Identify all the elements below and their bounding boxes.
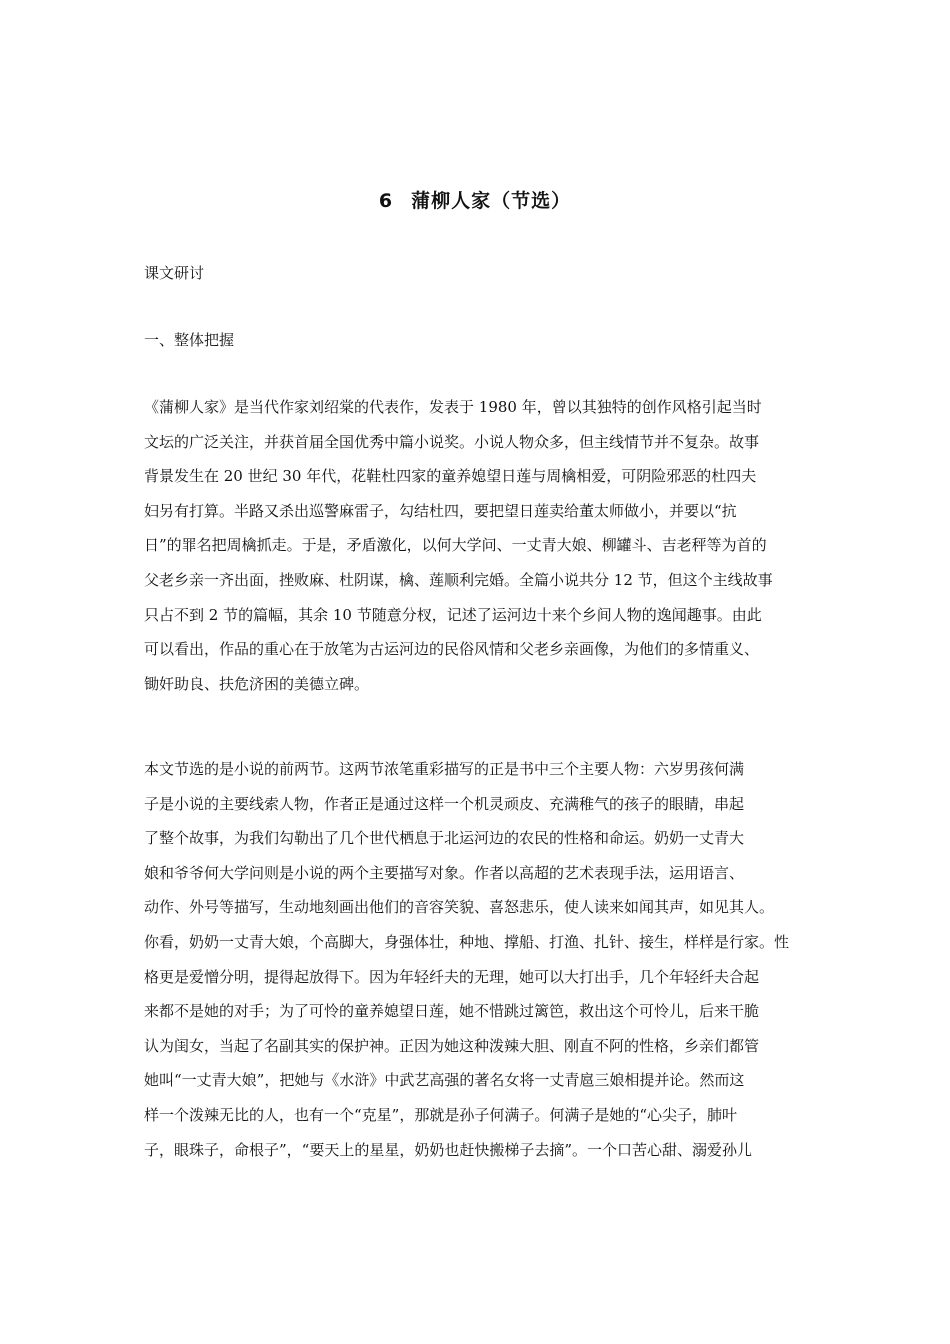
text-line: 背景发生在 20 世纪 30 年代，花鞋杜四家的童养媳望日莲与周檎相爱，可阴险邪恶的杜四夫	[144, 467, 757, 486]
text-line: 只占不到 2 节的篇幅，其余 10 节随意分杈，记述了运河边十来个乡间人物的逸闻趣事。由此	[144, 605, 762, 624]
text-line: 你看，奶奶一丈青大娘，个高脚大，身强体壮，种地、撑船、打渔、扎针、接生，样样是行家。性	[144, 932, 790, 951]
paragraph-overview	[144, 390, 820, 701]
text-line: 锄奸助良、扶危济困的美德立碑。	[144, 674, 370, 693]
text-line: 可以看出，作品的重心在于放笔为古运河边的民俗风情和父老乡亲画像，为他们的多情重义、	[144, 640, 760, 659]
text-line: 日”的罪名把周檎抓走。于是，矛盾激化，以何大学问、一丈青大娘、柳罐斗、吉老秤等为首的	[144, 536, 767, 555]
text-line: 《蒲柳人家》是当代作家刘绍棠的代表作，发表于 1980 年，曾以其独特的创作风格引起当时	[144, 398, 762, 416]
text-line: 娘和爷爷何大学问则是小说的两个主要描写对象。作者以高超的艺术表现手法，运用语言、	[144, 863, 745, 882]
lesson-title: 蒲柳人家（节选）	[411, 190, 572, 212]
text-line: 妇另有打算。半路又杀出巡警麻雷子，勾结杜四，要把望日莲卖给董太师做小，并要以“抗	[144, 501, 737, 520]
text-line: 格更是爱憎分明，提得起放得下。因为年轻纤夫的无理，她可以大打出手，几个年轻纤夫合起	[144, 967, 760, 986]
text-line: 文坛的广泛关注，并获首届全国优秀中篇小说奖。小说人物众多，但主线情节并不复杂。故事	[144, 432, 760, 451]
section-heading: 课文研讨	[144, 264, 205, 282]
text-line: 认为闺女，当起了名副其实的保护神。正因为她这种泼辣大胆、刚直不阿的性格，乡亲们都管	[144, 1036, 760, 1055]
text-line: 她叫“一丈青大娘”，把她与《水浒》中武艺高强的著名女将一丈青扈三娘相提并论。然而这	[144, 1071, 745, 1090]
text-line: 子，眼珠子，命根子”，“要天上的星星，奶奶也赶快搬梯子去摘”。一个口苦心甜、溺爱孙儿	[144, 1140, 753, 1159]
text-line: 父老乡亲一齐出面，挫败麻、杜阴谋，檎、莲顺利完婚。全篇小说共分 12 节，但这个主线故事	[144, 570, 773, 589]
subsection-heading: 一、整体把握	[144, 331, 235, 349]
text-line: 本文节选的是小说的前两节。这两节浓笔重彩描写的正是书中三个主要人物：六岁男孩何满	[144, 760, 745, 778]
paragraph-excerpt-analysis	[144, 752, 820, 1167]
text-line: 来都不是她的对手；为了可怜的童养媳望日莲，她不惜跳过篱笆，救出这个可怜儿，后来干脆	[144, 1002, 760, 1021]
text-line: 样一个泼辣无比的人，也有一个“克星”，那就是孙子何满子。何满子是她的“心尖子，肺叶	[144, 1105, 738, 1124]
page-title	[0, 186, 950, 213]
text-line: 子是小说的主要线索人物，作者正是通过这样一个机灵顽皮、充满稚气的孩子的眼睛，串起	[144, 794, 745, 813]
text-line: 动作、外号等描写，生动地刻画出他们的音容笑貌、喜怒悲乐，使人读来如闻其声，如见其人。	[144, 898, 775, 917]
lesson-number: 6	[378, 190, 394, 212]
text-line: 了整个故事，为我们勾勒出了几个世代栖息于北运河边的农民的性格和命运。奶奶一丈青大	[144, 829, 745, 848]
